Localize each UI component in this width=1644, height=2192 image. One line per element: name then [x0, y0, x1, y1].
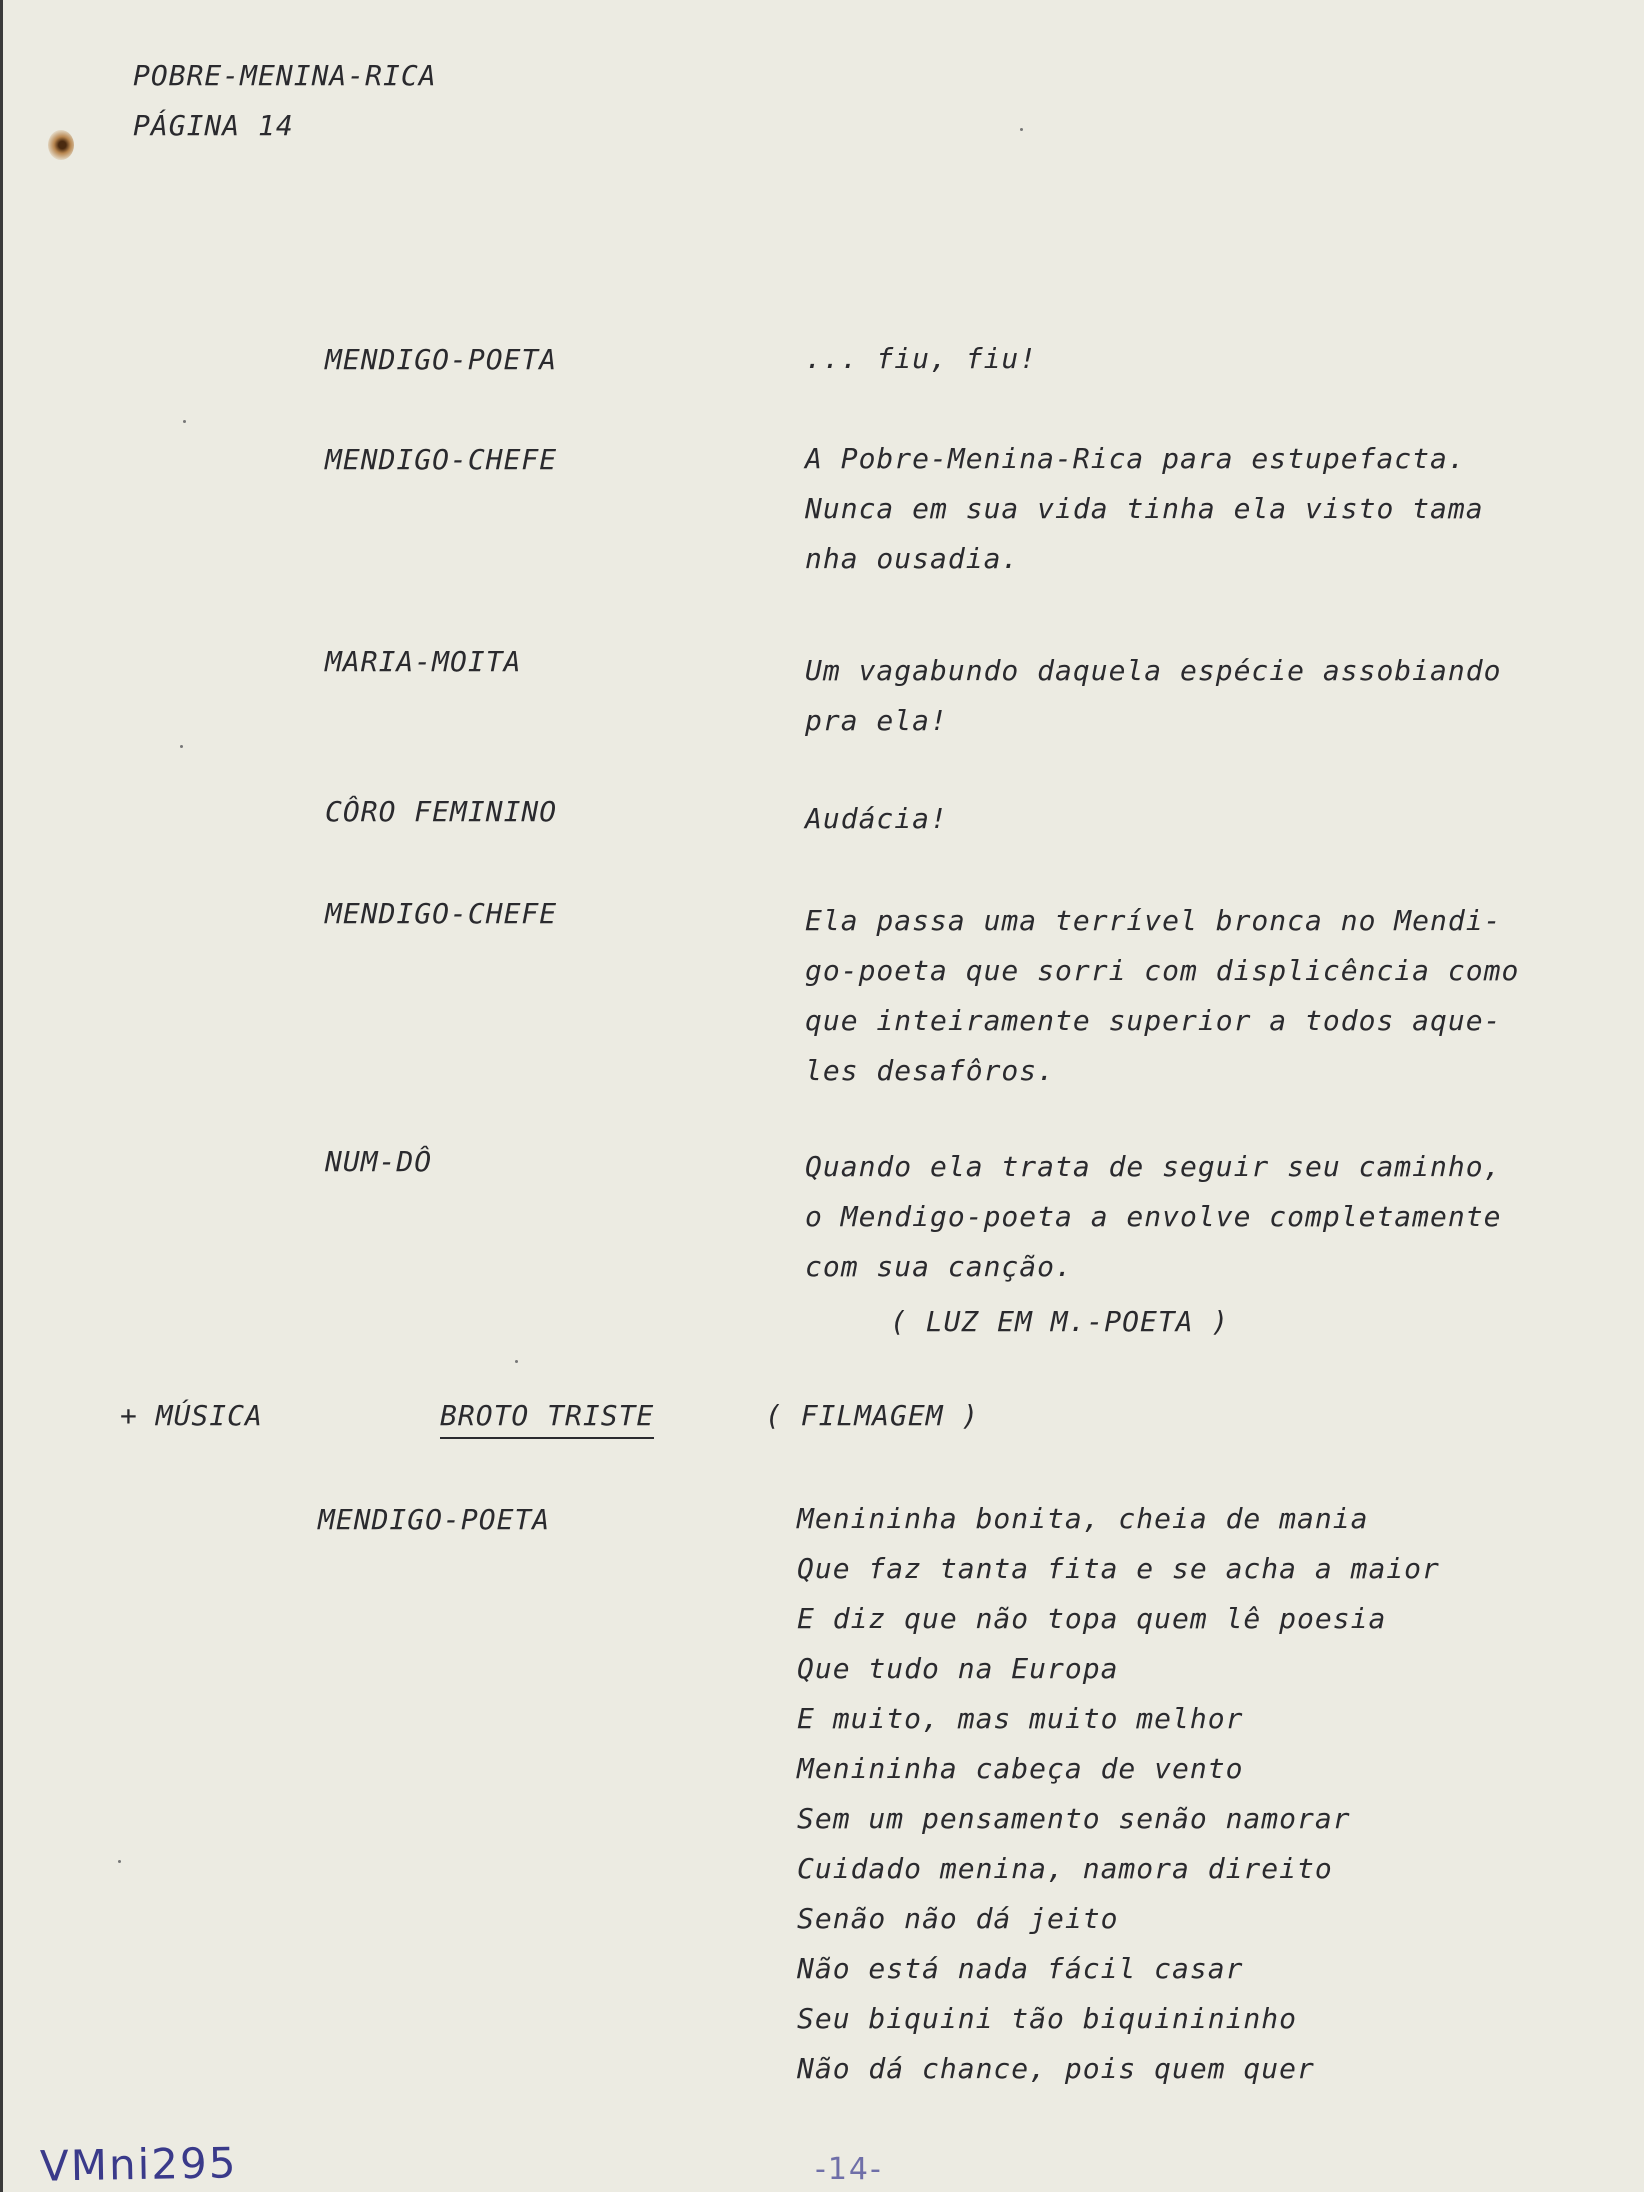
lyric-line: Menininha cabeça de vento [797, 1752, 1244, 1785]
paper-stain [48, 130, 74, 160]
dialogue-line: go-poeta que sorri com displicência como [805, 954, 1520, 987]
dialogue-line: A Pobre-Menina-Rica para estupefacta. [805, 442, 1466, 475]
lyric-line: Não está nada fácil casar [797, 1952, 1244, 1985]
filming-note: ( FILMAGEM ) [765, 1399, 980, 1432]
lyric-line: E diz que não topa quem lê poesia [797, 1602, 1387, 1635]
dialogue-line: Audácia! [805, 802, 948, 835]
lyric-line: Seu biquini tão biquinininho [797, 2002, 1298, 2035]
script-title: POBRE-MENINA-RICA [133, 59, 437, 92]
lyric-line: Senão não dá jeito [797, 1902, 1119, 1935]
dialogue-line: Nunca em sua vida tinha ela visto tama [805, 492, 1484, 525]
speck [1020, 128, 1023, 131]
speaker-label: CÔRO FEMININO [325, 795, 558, 828]
music-cue: + MÚSICA [120, 1399, 263, 1432]
dialogue-line: nha ousadia. [805, 542, 1020, 575]
lyric-line: Menininha bonita, cheia de mania [797, 1502, 1369, 1535]
handwritten-archive-id: VMni295 [39, 2138, 238, 2191]
dialogue-block [805, 434, 1484, 584]
dialogue-line: ... fiu, fiu! [805, 342, 1038, 375]
lyric-line: E muito, mas muito melhor [797, 1702, 1244, 1735]
speck [180, 745, 183, 748]
dialogue-line: pra ela! [805, 704, 948, 737]
handwritten-page-mark: -14- [815, 2152, 883, 2187]
lyric-line: Cuidado menina, namora direito [797, 1852, 1333, 1885]
dialogue-block [805, 646, 1501, 746]
speaker-label: MARIA-MOITA [325, 645, 522, 678]
dialogue-block [805, 794, 948, 844]
lyric-line: Sem um pensamento senão namorar [797, 1802, 1351, 1835]
stage-direction: ( LUZ EM M.-POETA ) [890, 1305, 1230, 1338]
dialogue-line: les desafôros. [805, 1054, 1056, 1087]
dialogue-line: Ela passa uma terrível bronca no Mendi- [805, 904, 1502, 937]
page-number: PÁGINA 14 [133, 109, 294, 142]
lyric-line: Que tudo na Europa [797, 1652, 1119, 1685]
dialogue-block [805, 896, 1519, 1096]
dialogue-block [805, 334, 1037, 384]
lyrics-block [797, 1494, 1440, 2094]
speaker-label: MENDIGO-CHEFE [325, 443, 558, 476]
dialogue-line: com sua canção. [805, 1250, 1073, 1283]
speaker-label: MENDIGO-CHEFE [325, 897, 558, 930]
speck [183, 420, 186, 423]
dialogue-line: o Mendigo-poeta a envolve completamente [805, 1200, 1502, 1233]
speck [515, 1360, 518, 1363]
dialogue-line: que inteiramente superior a todos aque- [805, 1004, 1502, 1037]
speaker-label: NUM-DÔ [325, 1145, 433, 1178]
dialogue-block [805, 1142, 1501, 1292]
speck [118, 1860, 121, 1863]
page-edge [0, 0, 3, 2192]
dialogue-line: Um vagabundo daquela espécie assobiando [805, 654, 1502, 687]
song-title: BROTO TRISTE [440, 1395, 654, 1439]
lyric-line: Não dá chance, pois quem quer [797, 2052, 1315, 2085]
dialogue-line: Quando ela trata de seguir seu caminho, [805, 1150, 1502, 1183]
speaker-label: MENDIGO-POETA [325, 343, 558, 376]
lyric-line: Que faz tanta fita e se acha a maior [797, 1552, 1440, 1585]
speaker-label: MENDIGO-POETA [318, 1503, 551, 1536]
